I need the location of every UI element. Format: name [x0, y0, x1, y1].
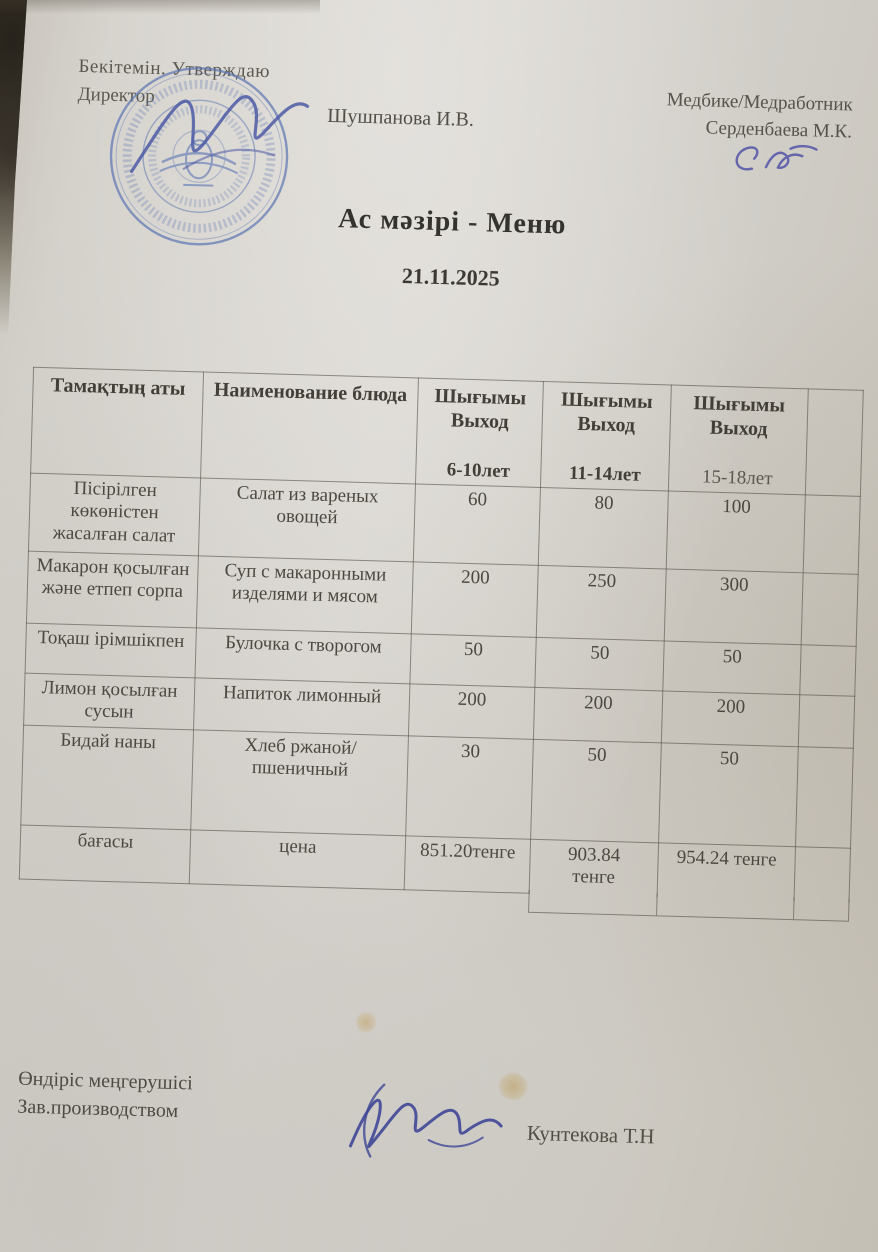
price-cell: 954.24 тенге	[657, 843, 795, 901]
portion-cell: 30	[406, 736, 534, 839]
portion-cell: 50	[535, 637, 664, 691]
footer-role-ru: Зав.производством	[17, 1095, 179, 1123]
col-header-output-15-18	[668, 385, 808, 495]
menu-table	[19, 367, 864, 903]
col-header-output-11-14	[540, 381, 671, 491]
empty-cell	[803, 495, 860, 575]
dish-name-kk: Лимон қосылған сусын	[24, 673, 195, 730]
portion-cell: 250	[536, 565, 666, 641]
portion-cell: 80	[538, 487, 668, 569]
age-group-label: 15-18лет	[701, 466, 773, 489]
empty-cell	[800, 645, 856, 697]
approve-line: Бекітемін. Утверждаю	[78, 55, 271, 83]
portion-cell: 300	[664, 569, 803, 645]
dish-name-ru: Булочка с творогом	[195, 628, 411, 684]
extension-cell	[657, 893, 795, 919]
output-label-ru: Выход	[577, 412, 636, 437]
production-manager-name: Кунтекова Т.Н	[526, 1120, 655, 1149]
portion-cell: 60	[413, 484, 540, 565]
portion-cell: 50	[659, 743, 799, 847]
portion-cell: 50	[410, 634, 536, 687]
price-label-ru: цена	[189, 830, 405, 890]
dish-name-ru: Хлеб ржаной/пшеничный	[191, 730, 409, 836]
medworker-signature-icon	[725, 138, 826, 189]
output-label-kk: Шығымы	[693, 392, 786, 417]
price-cell: 903.84 тенге	[529, 839, 658, 897]
output-label-ru: Выход	[450, 409, 509, 433]
paper-stain	[355, 1012, 378, 1033]
empty-cell	[801, 573, 858, 647]
medical-worker-block	[560, 83, 853, 145]
empty-cell	[794, 847, 850, 903]
portion-cell: 200	[411, 562, 538, 637]
portion-cell: 200	[408, 684, 534, 739]
dish-name-ru: Салат из вареных овощей	[198, 478, 415, 562]
output-label-ru: Выход	[709, 416, 768, 440]
director-signature-icon	[121, 49, 320, 209]
output-label-kk: Шығымы	[434, 384, 527, 410]
portion-cell: 50	[531, 739, 662, 843]
dish-name-kk: Пісірілген көкөністен жасалған салат	[28, 473, 200, 556]
portion-cell: 100	[666, 491, 805, 573]
portion-cell: 50	[663, 641, 801, 695]
medical-worker-name: Серденбаева М.К.	[705, 117, 853, 143]
footer-role-kk: Өндіріс меңгерушісі	[17, 1067, 193, 1095]
dish-name-kk: Макарон қосылған және етпеп сорпа	[26, 551, 198, 628]
col-header-dish-ru: Наименование блюда	[201, 372, 419, 484]
age-group-label: 6-10лет	[446, 458, 511, 482]
extension-cell	[529, 890, 658, 916]
dish-name-kk: Тоқаш ірімшікпен	[25, 623, 196, 678]
director-name: Шушпанова И.В.	[326, 104, 475, 131]
medical-worker-title: Медбике/Медработник	[666, 89, 854, 116]
col-header-dish-kk: Тамақтың аты	[31, 367, 204, 478]
empty-cell	[798, 695, 854, 749]
extension-cell	[794, 897, 849, 920]
dish-name-ru: Суп с макаронными изделями и мясом	[196, 556, 413, 634]
portion-cell: 200	[533, 687, 662, 743]
age-group-label: 11-14лет	[568, 462, 641, 486]
portion-cell: 200	[661, 691, 799, 747]
output-label-kk: Шығымы	[560, 388, 653, 414]
dish-name-ru: Напиток лимонный	[194, 678, 410, 736]
menu-date: 21.11.2025	[401, 262, 501, 291]
price-cell: 851.20тенге	[404, 836, 530, 893]
footer-role-block	[17, 1065, 193, 1126]
col-header-output-6-10	[415, 378, 543, 487]
production-manager-signature-icon	[336, 1072, 534, 1177]
col-header-empty	[805, 389, 863, 496]
director-label: Директор	[77, 83, 156, 108]
dish-name-kk: Бидай наны	[21, 725, 194, 830]
price-label-kk: бағасы	[19, 825, 190, 884]
page-title: Ас мәзірі - Меню	[337, 203, 567, 241]
empty-cell	[796, 747, 854, 848]
